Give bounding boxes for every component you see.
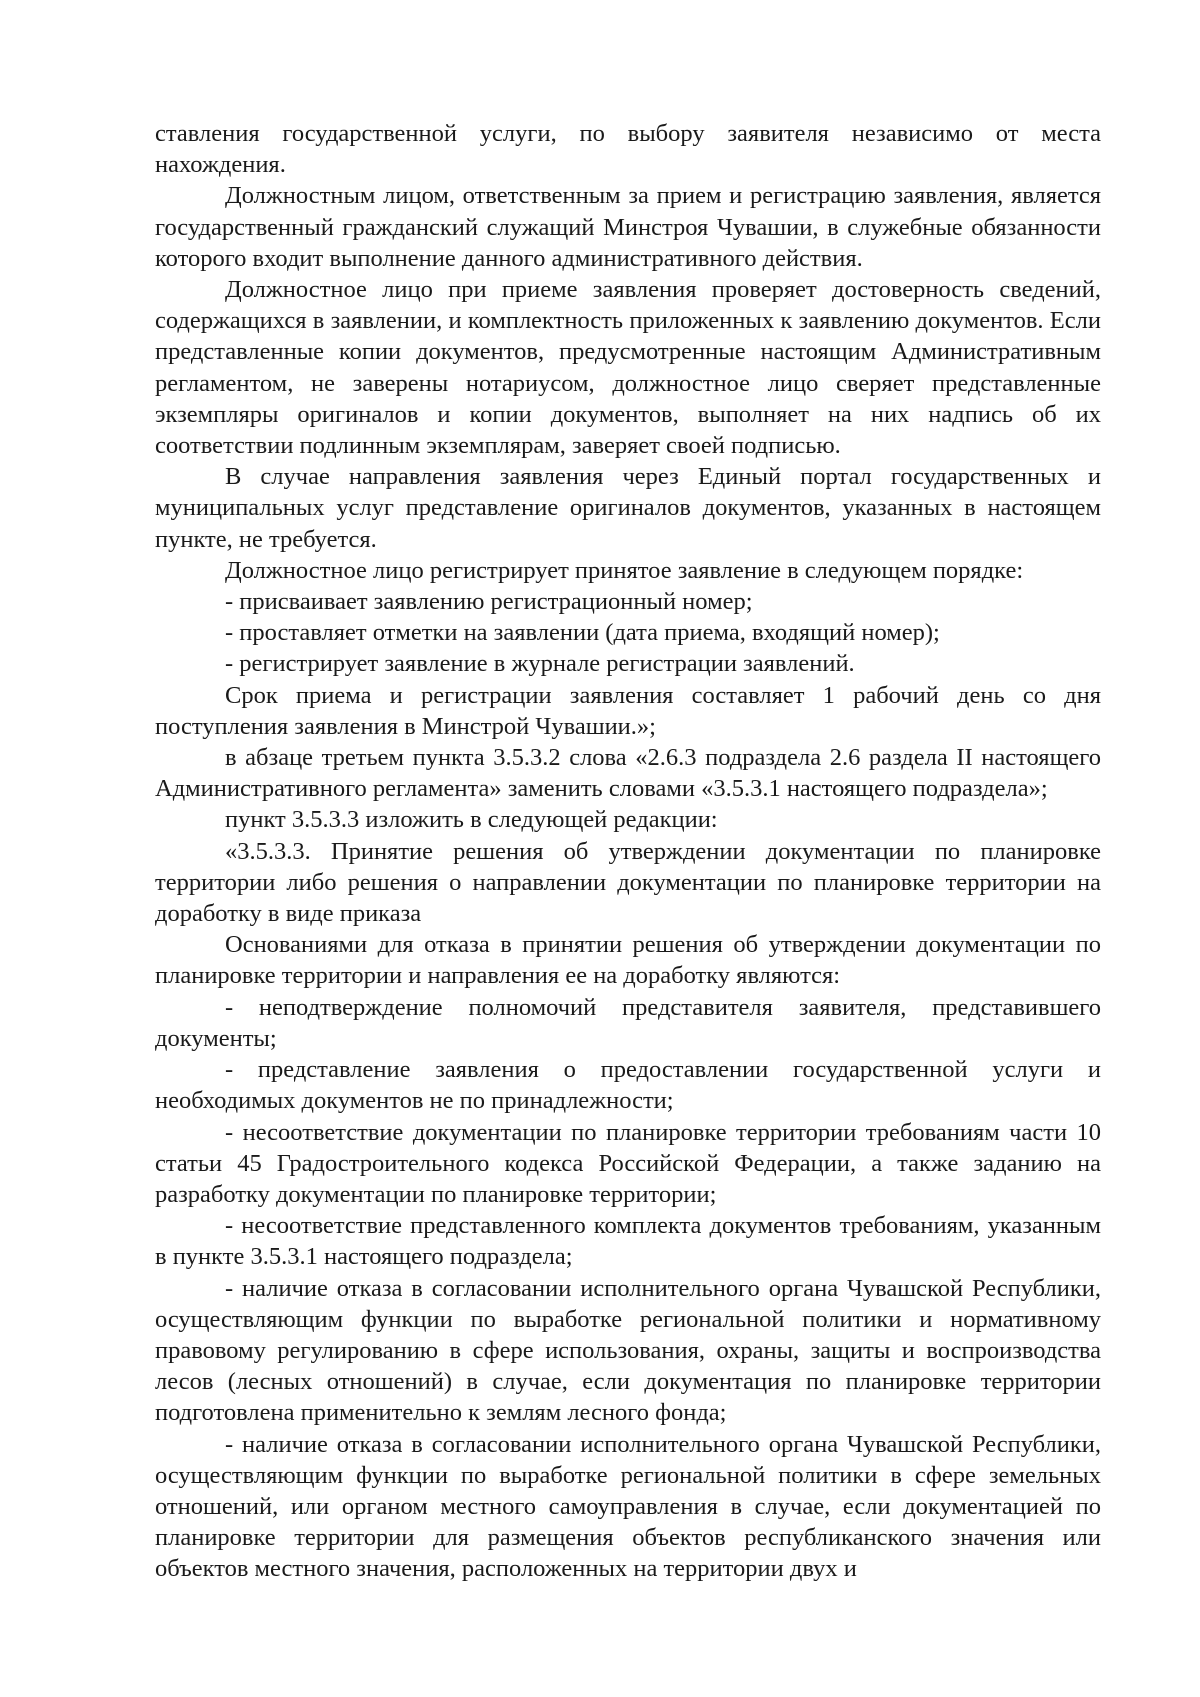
paragraph-registration-order: Должностное лицо регистрирует принятое заявление в следующем порядке: xyxy=(225,556,1024,584)
list-item-land-refusal: - наличие отказа в согласовании исполнительного органа Чувашской Республики, осуществляющим функции по выработке региональной политики в сфере земельных отношений, или органом местного самоуправления в случае, если документацией по планировке территории для размещения объектов республиканского значения или объектов местного значения, расположенных на территории двух и xyxy=(155,1430,1101,1583)
list-item-forest-refusal: - наличие отказа в согласовании исполнительного органа Чувашской Республики, осуществляющим функции по выработке региональной политики и нормативному правовому регулированию в сфере использования, охраны, защиты и воспроизводства лесов (лесных отношений) в случае, если документация по планировке территории подготовлена применительно к землям лесного фонда; xyxy=(155,1274,1101,1427)
list-item-jurisdiction: - представление заявления о предоставлении государственной услуги и необходимых документов не по принадлежности; xyxy=(155,1056,1101,1115)
paragraph-amendment-3-5-3-2: в абзаце третьем пункта 3.5.3.2 слова «2.6.3 подраздела 2.6 раздела II настоящего Административного регламента» заменить словами «3.5.3.1 настоящего подраздела»; xyxy=(155,744,1101,803)
paragraph-verification: Должностное лицо при приеме заявления проверяет достоверность сведений, содержащихся в заявлении, и комплектность приложенных к заявлению документов. Если представленные копии документов, предусмотренные настоящим Административным регламентом, не заверены нотариусом, должностное лицо сверяет представленные экземпляры оригиналов и копии документов, выполняет на них надпись об их соответствии подлинным экземплярам, заверяет своей подписью. xyxy=(155,276,1101,460)
list-item-document-set: - несоответствие представленного комплекта документов требованиям, указанным в пункте 3.5.3.1 настоящего подраздела; xyxy=(155,1212,1101,1271)
paragraph-amendment-3-5-3-3: пункт 3.5.3.3 изложить в следующей редакции: xyxy=(225,806,718,834)
list-item-code-requirements: - несоответствие документации по планировке территории требованиям части 10 статьи 45 Градостроительного кодекса Российской Федерации, а также заданию на разработку документации по планировке территории; xyxy=(155,1118,1101,1208)
list-item-journal: - регистрирует заявление в журнале регистрации заявлений. xyxy=(225,650,855,678)
paragraph-responsible-official: Должностным лицом, ответственным за прием и регистрацию заявления, является государственный гражданский служащий Минстроя Чувашии, в служебные обязанности которого входит выполнение данного административного действия. xyxy=(155,182,1101,272)
paragraph-section-3-5-3-3: «3.5.3.3. Принятие решения об утверждении документации по планировке территории либо решения о направлении документации по планировке территории на доработку в виде приказа xyxy=(155,837,1101,928)
list-item-assign-number: - присваивает заявлению регистрационный номер; xyxy=(225,588,753,616)
paragraph-unified-portal: В случае направления заявления через Единый портал государственных и муниципальных услуг представление оригиналов документов, указанных в настоящем пункте, не требуется. xyxy=(155,463,1101,553)
list-item-marks: - проставляет отметки на заявлении (дата приема, входящий номер); xyxy=(225,619,940,647)
paragraph-continuation: ставления государственной услуги, по выбору заявителя независимо от места нахождения. xyxy=(155,120,1101,179)
paragraph-refusal-grounds: Основаниями для отказа в принятии решения об утверждении документации по планировке территории и направления ее на доработку являются: xyxy=(155,931,1101,990)
document-body xyxy=(155,118,1101,1585)
list-item-authority: - неподтверждение полномочий представителя заявителя, представившего документы; xyxy=(155,993,1101,1052)
paragraph-deadline: Срок приема и регистрации заявления составляет 1 рабочий день со дня поступления заявления в Минстрой Чувашии.»; xyxy=(155,681,1101,740)
